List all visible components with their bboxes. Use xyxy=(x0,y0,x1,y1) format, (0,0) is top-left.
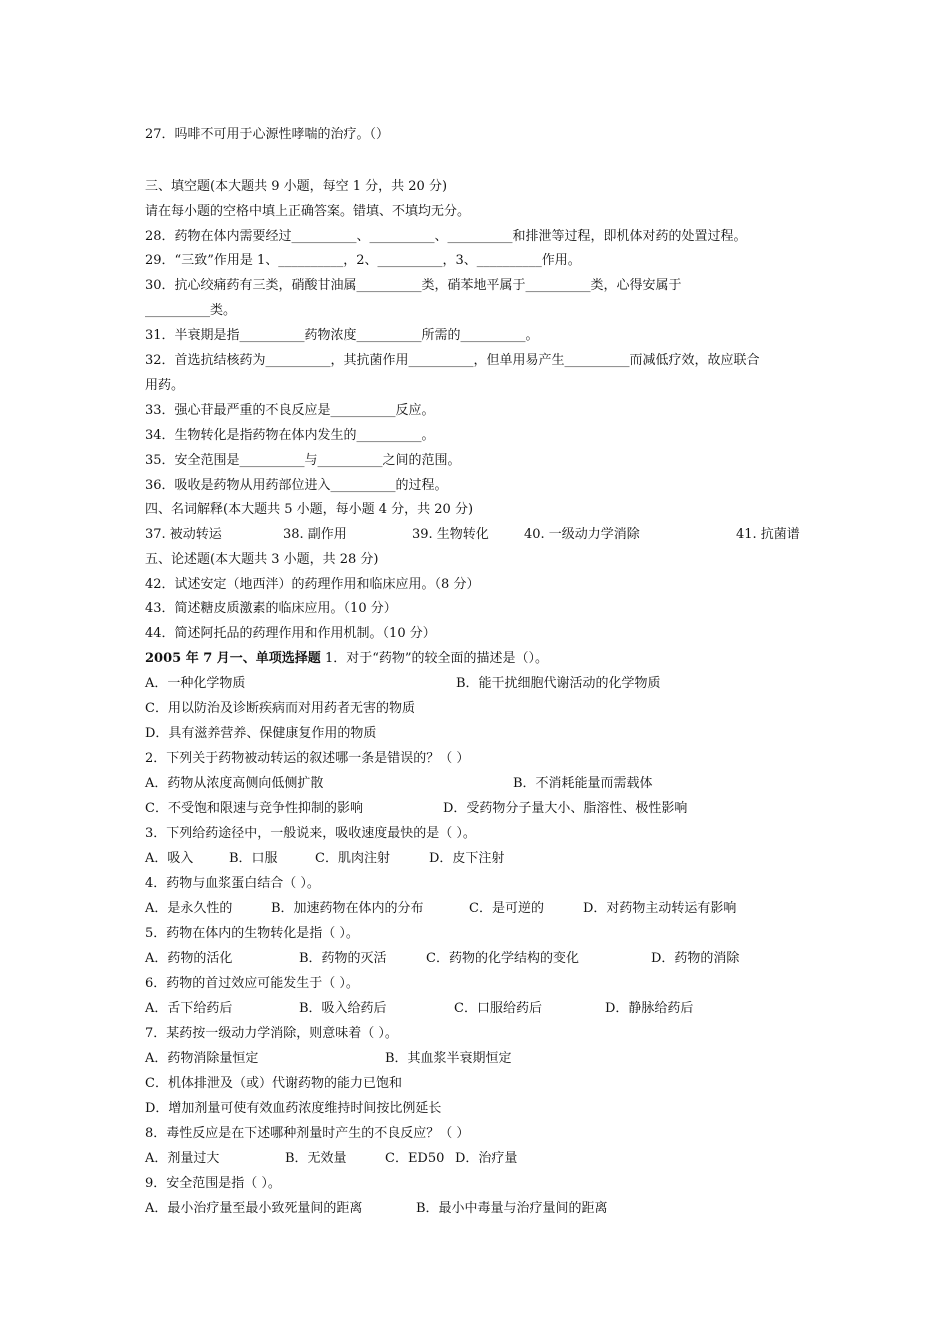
question-32-line2: 用药。 xyxy=(145,378,185,393)
question-30-line1: 30．抗心绞痛药有三类，硝酸甘油属__________类，硝苯地平属于__________类，心得安属于 xyxy=(145,278,682,293)
question-32-line1: 32．首选抗结核药为__________，其抗菌作用__________，但单用易产生__________而减低疗效，故应联合 xyxy=(145,353,760,368)
question-5: 5．药物在体内的生物转化是指（ ）。 xyxy=(145,926,359,941)
question-30-line2: __________类。 xyxy=(145,303,237,318)
term-41: 41. 抗菌谱 xyxy=(736,527,800,542)
section-3-instructions: 请在每小题的空格中填上正确答案。错填、不填均无分。 xyxy=(145,204,471,219)
q4-option-d: D．对药物主动转运有影响 xyxy=(583,901,737,916)
question-3: 3．下列给药途径中，一般说来，吸收速度最快的是（ ）。 xyxy=(145,826,476,841)
q7-option-b: B．其血浆半衰期恒定 xyxy=(385,1051,512,1066)
question-33: 33．强心苷最严重的不良反应是__________反应。 xyxy=(145,403,435,418)
q3-option-d: D．皮下注射 xyxy=(429,851,505,866)
q8-option-a: A．剂量过大 xyxy=(145,1151,220,1166)
question-6: 6．药物的首过效应可能发生于（ ）。 xyxy=(145,976,359,991)
q2-option-b: B．不消耗能量而需载体 xyxy=(513,776,653,791)
q3-option-b: B．口服 xyxy=(229,851,278,866)
q9-option-b: B．最小中毒量与治疗量间的距离 xyxy=(416,1201,608,1216)
question-44: 44．简述阿托品的药理作用和作用机制。（10 分） xyxy=(145,626,436,641)
q3-option-c: C．肌肉注射 xyxy=(315,851,390,866)
question-36: 36．吸收是药物从用药部位进入__________的过程。 xyxy=(145,478,448,493)
exam-2005-q1 xyxy=(145,650,548,668)
q7-option-d: D．增加剂量可使有效血药浓度维持时间按比例延长 xyxy=(145,1101,442,1116)
question-9: 9．安全范围是指（ ）。 xyxy=(145,1176,281,1191)
question-4: 4．药物与血浆蛋白结合（ ）。 xyxy=(145,876,320,891)
q6-option-b: B．吸入给药后 xyxy=(299,1001,387,1016)
term-39: 39. 生物转化 xyxy=(412,527,489,542)
q5-option-c: C．药物的化学结构的变化 xyxy=(426,951,579,966)
q5-option-d: D．药物的消除 xyxy=(651,951,740,966)
exam-2005-heading: 2005 年 7 月一、单项选择题 xyxy=(145,651,321,666)
q4-option-a: A．是永久性的 xyxy=(145,901,233,916)
q1-option-b: B．能干扰细胞代谢活动的化学物质 xyxy=(456,676,661,691)
q7-option-c: C．机体排泄及（或）代谢药物的能力已饱和 xyxy=(145,1076,402,1091)
q1-option-a: A．一种化学物质 xyxy=(145,676,246,691)
question-34: 34．生物转化是指药物在体内发生的__________。 xyxy=(145,428,435,443)
question-7: 7．某药按一级动力学消除，则意味着（ ）。 xyxy=(145,1026,398,1041)
question-28: 28．药物在体内需要经过__________、__________、__________和排泄等过程，即机体对药的处置过程。 xyxy=(145,229,747,244)
section-4-title: 四、名词解释(本大题共 5 小题，每小题 4 分，共 20 分) xyxy=(145,502,474,517)
q1-option-c: C．用以防治及诊断疾病而对用药者无害的物质 xyxy=(145,701,415,716)
question-42: 42．试述安定（地西泮）的药理作用和临床应用。（8 分） xyxy=(145,577,480,592)
question-29: 29．“三致”作用是 1、__________，2、__________，3、__________作用。 xyxy=(145,253,581,268)
section-3-title: 三、填空题(本大题共 9 小题，每空 1 分，共 20 分) xyxy=(145,179,448,194)
term-40: 40. 一级动力学消除 xyxy=(524,527,640,542)
q1-stem: 1．对于“药物”的较全面的描述是（）。 xyxy=(320,651,549,666)
question-35: 35．安全范围是__________与__________之间的范围。 xyxy=(145,453,461,468)
question-43: 43．简述糖皮质激素的临床应用。（10 分） xyxy=(145,601,397,616)
q5-option-b: B．药物的灭活 xyxy=(299,951,387,966)
q1-option-d: D．具有滋养营养、保健康复作用的物质 xyxy=(145,726,377,741)
question-31: 31．半衰期是指__________药物浓度__________所需的__________。 xyxy=(145,328,539,343)
q3-option-a: A．吸入 xyxy=(145,851,194,866)
q2-option-a: A．药物从浓度高侧向低侧扩散 xyxy=(145,776,324,791)
q6-option-c: C．口服给药后 xyxy=(454,1001,542,1016)
q7-option-a: A．药物消除量恒定 xyxy=(145,1051,259,1066)
q2-option-d: D．受药物分子量大小、脂溶性、极性影响 xyxy=(443,801,688,816)
q8-option-c: C．ED50 xyxy=(385,1151,445,1166)
q8-option-b: B．无效量 xyxy=(285,1151,347,1166)
q4-option-c: C．是可逆的 xyxy=(469,901,544,916)
q8-option-d: D．治疗量 xyxy=(455,1151,518,1166)
term-37: 37. 被动转运 xyxy=(145,527,222,542)
q6-option-a: A．舌下给药后 xyxy=(145,1001,233,1016)
question-8: 8．毒性反应是在下述哪种剂量时产生的不良反应？（ ） xyxy=(145,1126,470,1141)
q5-option-a: A．药物的活化 xyxy=(145,951,233,966)
q4-option-b: B．加速药物在体内的分布 xyxy=(271,901,424,916)
term-38: 38. 副作用 xyxy=(283,527,347,542)
question-27: 27．吗啡不可用于心源性哮喘的治疗。（） xyxy=(145,127,390,142)
q9-option-a: A．最小治疗量至最小致死量间的距离 xyxy=(145,1201,363,1216)
q6-option-d: D．静脉给药后 xyxy=(605,1001,694,1016)
q2-option-c: C．不受饱和限速与竞争性抑制的影响 xyxy=(145,801,363,816)
question-2: 2．下列关于药物被动转运的叙述哪一条是错误的？（ ） xyxy=(145,751,470,766)
section-5-title: 五、论述题(本大题共 3 小题，共 28 分) xyxy=(145,552,379,567)
